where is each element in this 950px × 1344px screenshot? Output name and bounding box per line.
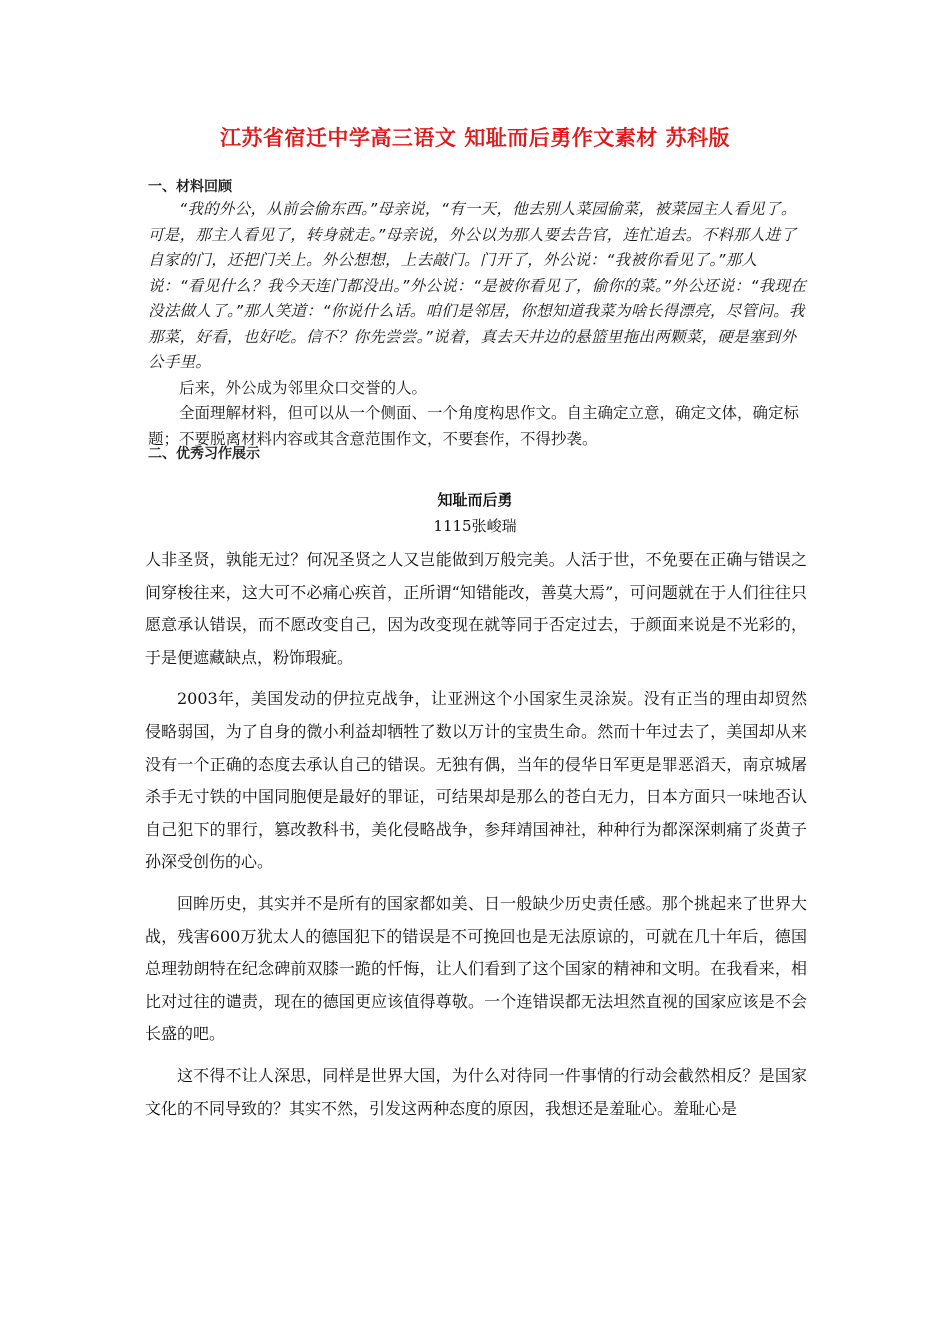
material-quote-paragraph: “我的外公，从前会偷东西。”母亲说，“有一天，他去别人菜园偷菜，被菜园主人看见了。可是，那主人看见了，转身就走。”母亲说，外公以为那人要去告官，连忙追去。不料那人进了自家的门，还把门关上。外公想想，上去敲门。门开了，外公说：“我被你看见了。”那人说：“看见什么？我今天连门都没出。”外公说：“是被你看见了，偷你的菜。”外公还说：“我现在没法做人了。”那人笑道：“你说什么话。咱们是邻居，你想知道我菜为啥长得漂亮，尽管问。我那菜，好看，也好吃。信不？你先尝尝。”说着，真去天井边的悬篮里拖出两颗菜，硬是塞到外公手里。 xyxy=(148,200,807,371)
essay-paragraph: 这不得不让人深思，同样是世界大国，为什么对待同一件事情的行动会截然相反？是国家文化的不同导致的？其实不然，引发这两种态度的原因，我想还是羞耻心。羞耻心是 xyxy=(145,1065,807,1118)
material-instructions-paragraph: 全面理解材料，但可以从一个侧面、一个角度构思作文。自主确定立意，确定文体，确定标题；不要脱离材料内容或其含意范围作文，不要套作，不得抄袭。 xyxy=(148,404,800,448)
section-heading-material-review: 一、材料回顾 xyxy=(148,179,232,195)
section-heading-excellent-essay: 二、优秀习作展示 xyxy=(148,446,260,462)
essay-paragraph: 回眸历史，其实并不是所有的国家都如美、日一般缺少历史责任感。那个挑起来了世界大战，残害600万犹太人的德国犯下的错误是不可挽回也是无法原谅的，可就在几十年后，德国总理勃朗特在纪念碑前双膝一跪的忏悔，让人们看到了这个国家的精神和文明。在我看来，相比对过往的谴责，现在的德国更应该值得尊敬。一个连错误都无法坦然直视的国家应该是不会长盛的吧。 xyxy=(145,893,807,1044)
essay-title: 知耻而后勇 xyxy=(437,491,513,509)
essay-author: 1115张峻瑞 xyxy=(433,517,517,535)
material-paragraph: 后来，外公成为邻里众口交誉的人。 xyxy=(179,378,428,397)
essay-body xyxy=(145,544,807,1125)
document-title: 江苏省宿迁中学高三语文 知耻而后勇作文素材 苏科版 xyxy=(219,126,731,150)
essay-paragraph: 人非圣贤，孰能无过？何况圣贤之人又岂能做到万般完美。人活于世，不免要在正确与错误之间穿梭往来，这大可不必痛心疾首，正所谓“知错能改，善莫大焉”，可问题就在于人们往往只愿意承认错误，而不愿改变自己，因为改变现在就等同于否定过去，于颜面来说是不光彩的，于是便遮藏缺点，粉饰瑕疵。 xyxy=(145,550,807,667)
essay-paragraph: 2003年，美国发动的伊拉克战争，让亚洲这个小国家生灵涂炭。没有正当的理由却贸然侵略弱国，为了自身的微小利益却牺牲了数以万计的宝贵生命。然而十年过去了，美国却从来没有一个正确的态度去承认自己的错误。无独有偶，当年的侵华日军更是罪恶滔天，南京城屠杀手无寸铁的中国同胞便是最好的罪证，可结果却是那么的苍白无力，日本方面只一味地否认自己犯下的罪行，篡改教科书，美化侵略战争，参拜靖国神社，种种行为都深深刺痛了炎黄子孙深受创伤的心。 xyxy=(145,689,807,872)
material-block xyxy=(148,197,808,452)
